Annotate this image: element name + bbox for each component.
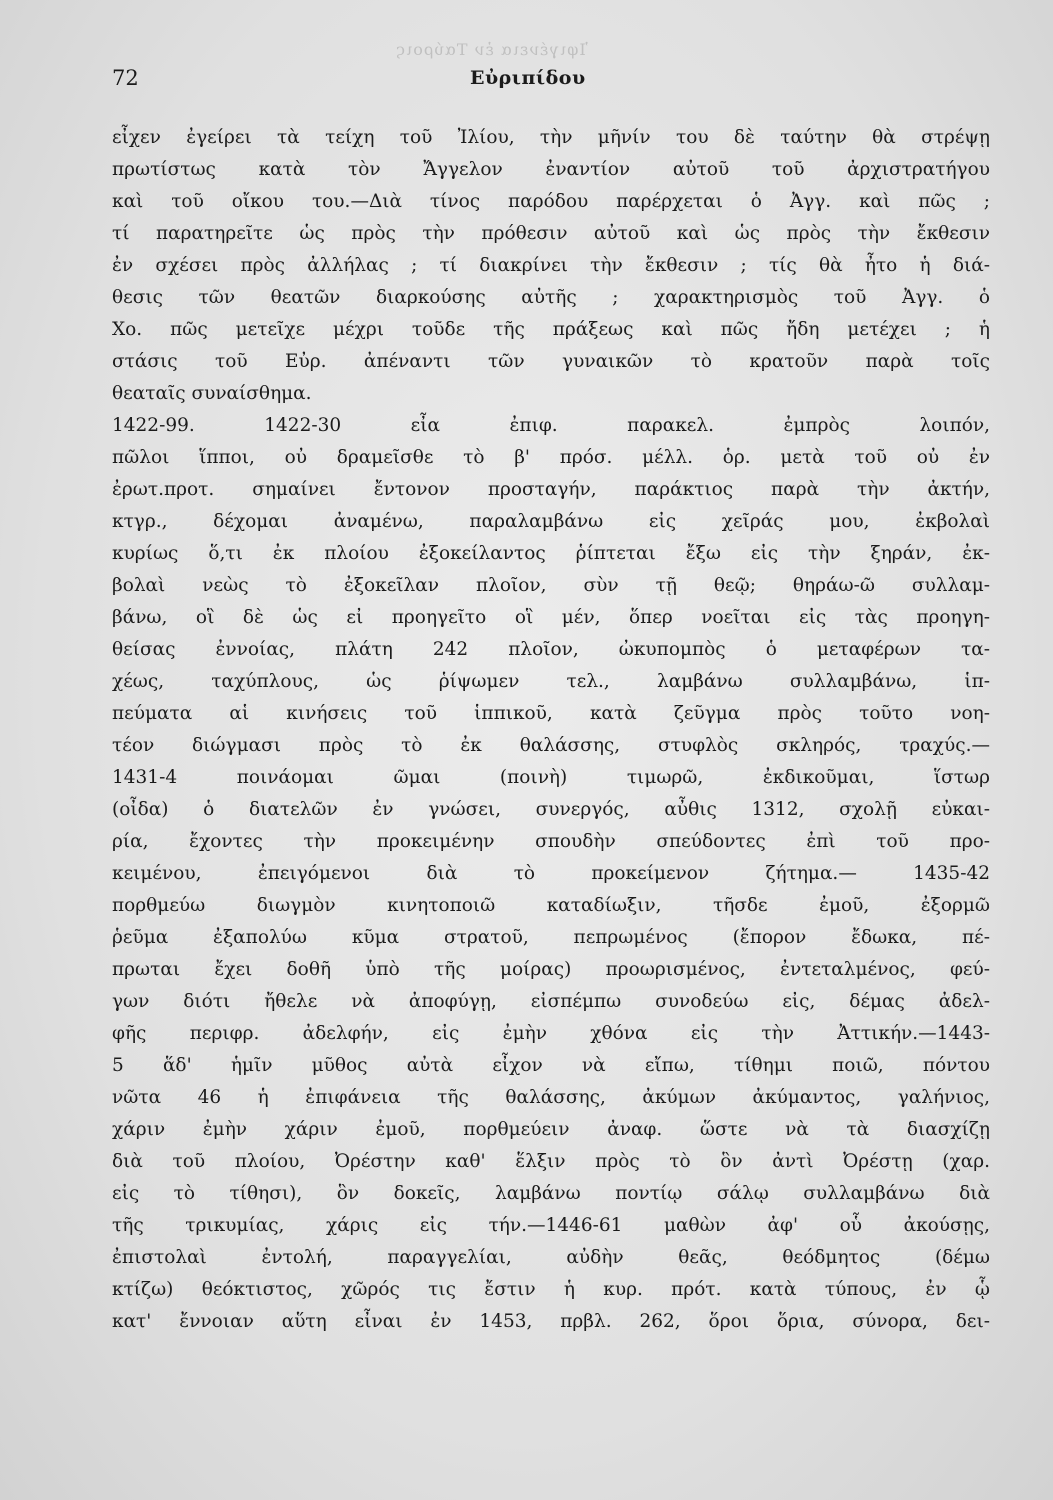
text-line: θείσας ἐννοίας, πλάτη 242 πλοῖον, ὠκυπομπὸς ὁ μεταφέρων τα- [112,639,990,660]
text-line: 5 ἅδ' ἡμῖν μῦθος αὐτὰ εἶχον νὰ εἴπω, τίθημι ποιῶ, πόντου [112,1055,990,1076]
text-line: πρωται ἔχει δοθῆ ὑπὸ τῆς μοίρας) προωρισμένος, ἐντεταλμένος, φεύ- [112,959,990,980]
text-line: κτίζω) θεόκτιστος, χῶρός τις ἔστιν ἡ κυρ. πρότ. κατὰ τύπους, ἐν ᾧ [112,1279,990,1300]
text-line: 1431-4 ποινάομαι ῶμαι (ποινὴ) τιμωρῶ, ἐκδικοῦμαι, ἵστωρ [112,767,990,788]
text-line: χέως, ταχύπλους, ὡς ῥίψωμεν τελ., λαμβάνω συλλαμβάνω, ἱπ- [112,671,990,692]
text-line: θεσις τῶν θεατῶν διαρκούσης αὐτῆς ; χαρακτηρισμὸς τοῦ Ἀγγ. ὁ [112,287,990,308]
text-line: βάνω, οἳ δὲ ὡς εἰ προηγεῖτο οἳ μέν, ὅπερ νοεῖται εἰς τὰς προηγη- [112,607,990,628]
text-line: νῶτα 46 ἡ ἐπιφάνεια τῆς θαλάσσης, ἀκύμων ἀκύμαντος, γαλήνιος, [112,1087,990,1108]
text-line: ἐπιστολαὶ ἐντολή, παραγγελίαι, αὐδὴν θεᾶς, θεόδμητος (δέμω [112,1247,990,1268]
text-line: (οἶδα) ὁ διατελῶν ἐν γνώσει, συνεργός, αὖθις 1312, σχολῇ εὐκαι- [112,799,990,820]
text-line: πρωτίστως κατὰ τὸν Ἄγγελον ἐναντίον αὐτοῦ τοῦ ἀρχιστρατήγου [112,159,990,180]
text-line: τί παρατηρεῖτε ὡς πρὸς τὴν πρόθεσιν αὐτοῦ καὶ ὡς πρὸς τὴν ἔκθεσιν [112,223,990,244]
text-line: βολαὶ νεὼς τὸ ἐξοκεῖλαν πλοῖον, σὺν τῇ θεῷ; θηράω-ῶ συλλαμ- [112,575,990,596]
text-line: 1422-99. 1422-30 εἶα ἐπιφ. παρακελ. ἐμπρὸς λοιπόν, [112,415,990,436]
bleed-through-text: Ἰφιγένεια ἐν Ταύροις [395,40,588,59]
text-line: διὰ τοῦ πλοίου, Ὀρέστην καθ' ἕλξιν πρὸς τὸ ὃν ἀντὶ Ὀρέστῃ (χαρ. [112,1151,990,1172]
page-number: 72 [112,66,139,90]
text-line: πῶλοι ἵπποι, οὐ δραμεῖσθε τὸ β' πρόσ. μέλλ. ὁρ. μετὰ τοῦ οὐ ἐν [112,447,990,468]
text-line: κυρίως ὅ,τι ἐκ πλοίου ἐξοκείλαντος ῥίπτεται ἔξω εἰς τὴν ξηράν, ἐκ- [112,543,990,564]
text-line: πεύματα αἱ κινήσεις τοῦ ἱππικοῦ, κατὰ ζεῦγμα πρὸς τοῦτο νοη- [112,703,990,724]
text-line: εἰς τὸ τίθησι), ὃν δοκεῖς, λαμβάνω ποντίῳ σάλῳ συλλαμβάνω διὰ [112,1183,990,1204]
text-line: φῆς περιφρ. ἀδελφήν, εἰς ἐμὴν χθόνα εἰς τὴν Ἀττικήν.—1443- [112,1023,990,1044]
text-line: πορθμεύω διωγμὸν κινητοποιῶ καταδίωξιν, τῆσδε ἐμοῦ, ἐξορμῶ [112,895,990,916]
text-line: εἶχεν ἐγείρει τὰ τείχη τοῦ Ἰλίου, τὴν μῆνίν του δὲ ταύτην θὰ στρέψῃ [112,127,990,148]
text-line: χάριν ἐμὴν χάριν ἐμοῦ, πορθμεύειν ἀναφ. ὥστε νὰ τὰ διασχίζῃ [112,1119,990,1140]
text-line: καὶ τοῦ οἴκου του.—Διὰ τίνος παρόδου παρέρχεται ὁ Ἀγγ. καὶ πῶς ; [112,191,990,212]
running-title: Εὐριπίδου [470,67,586,89]
text-line: τέον διώγμασι πρὸς τὸ ἐκ θαλάσσης, στυφλὸς σκληρός, τραχύς.— [112,735,990,756]
text-line: ῥεῦμα ἐξαπολύω κῦμα στρατοῦ, πεπρωμένος (ἔπορον ἔδωκα, πέ- [112,927,990,948]
text-line: τῆς τρικυμίας, χάρις εἰς τήν.—1446-61 μαθὼν ἀφ' οὗ ἀκούσῃς, [112,1215,990,1236]
text-line: Χο. πῶς μετεῖχε μέχρι τοῦδε τῆς πράξεως καὶ πῶς ἤδη μετέχει ; ἡ [112,319,990,340]
text-line: θεαταῖς συναίσθημα. [112,383,312,404]
commentary-text [112,122,990,1338]
text-line: ἐρωτ.προτ. σημαίνει ἔντονον προσταγήν, παράκτιος παρὰ τὴν ἀκτήν, [112,479,990,500]
text-line: ρία, ἔχοντες τὴν προκειμένην σπουδὴν σπεύδοντες ἐπὶ τοῦ προ- [112,831,990,852]
text-line: κτγρ., δέχομαι ἀναμένω, παραλαμβάνω εἰς χεῖράς μου, ἐκβολαὶ [112,511,990,532]
text-line: κειμένου, ἐπειγόμενοι διὰ τὸ προκείμενον ζήτημα.— 1435-42 [112,863,990,884]
text-line: γων διότι ἤθελε νὰ ἀποφύγῃ, εἰσπέμπω συνοδεύω εἰς, δέμας ἀδελ- [112,991,990,1012]
text-line: στάσις τοῦ Εὐρ. ἀπέναντι τῶν γυναικῶν τὸ κρατοῦν παρὰ τοῖς [112,351,990,372]
text-line: κατ' ἔννοιαν αὕτη εἶναι ἐν 1453, πρβλ. 262, ὅροι ὅρια, σύνορα, δει- [112,1311,990,1332]
text-line: ἐν σχέσει πρὸς ἀλλήλας ; τί διακρίνει τὴν ἔκθεσιν ; τίς θὰ ἦτο ἡ διά- [112,255,990,276]
